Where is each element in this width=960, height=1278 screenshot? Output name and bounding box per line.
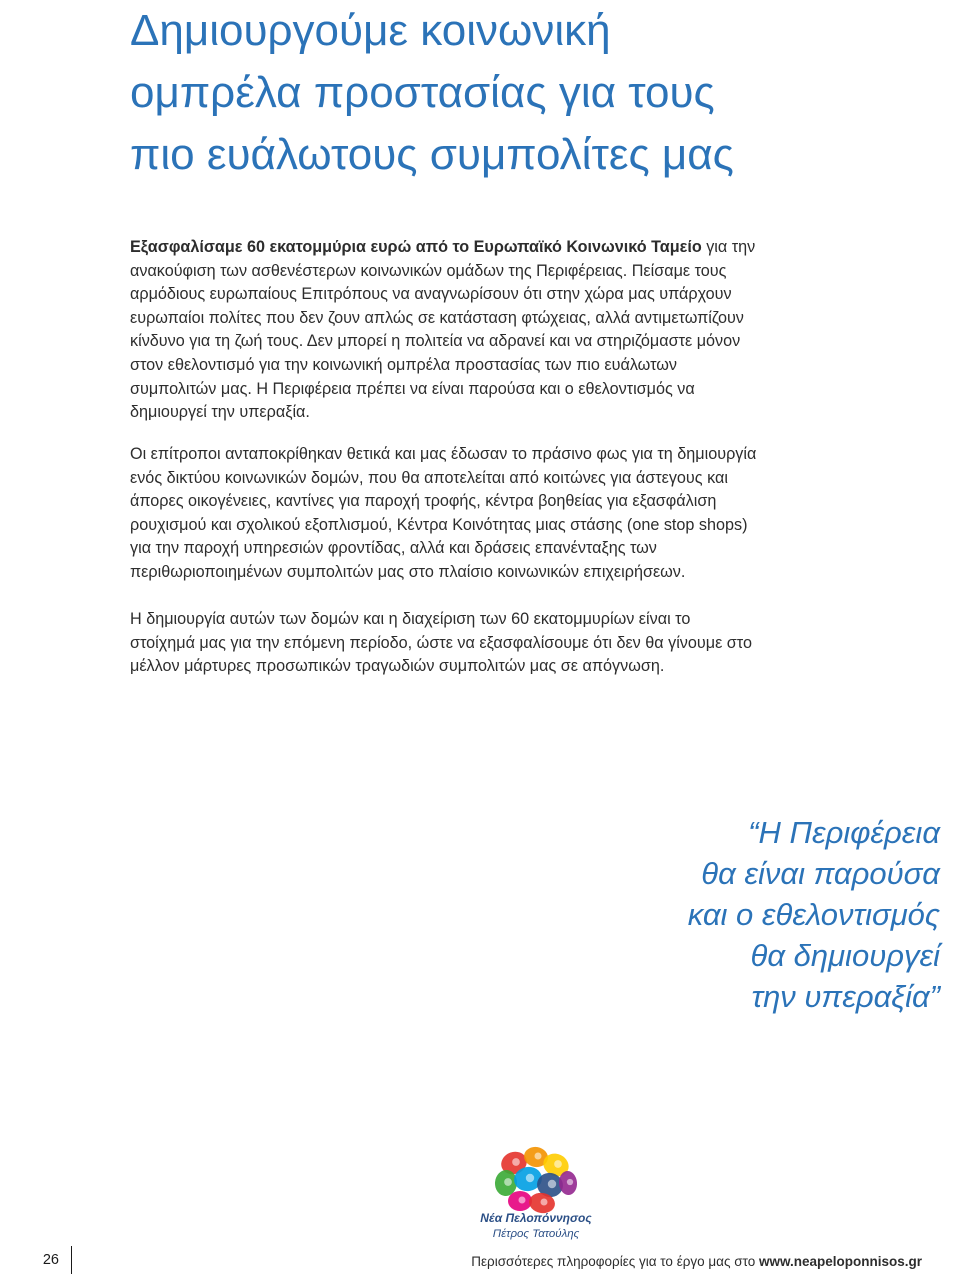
logo-brand-name: Νέα Πελοπόννησος (480, 1211, 592, 1225)
bold-lead-text: Εξασφαλίσαμε 60 εκατομμύρια ευρώ από το Ευρωπαϊκό Κοινωνικό Ταμείο (130, 238, 702, 256)
paragraph-line: Οι επίτροποι ανταποκρίθηκαν θετικά και μας έδωσαν το πράσινο φως για τη δημιουργία (130, 445, 757, 463)
paragraph-line: μέλλον μάρτυρες προσωπικών τραγωδιών συμπολιτών μας σε απόγνωση. (130, 657, 665, 676)
paragraph-line: αρμόδιους ευρωπαίους Επιτρόπους να αναγνωρίσουν ότι στην χώρα μας υπάρχουν (130, 285, 732, 304)
quote-line: θα δημιουργεί (750, 938, 940, 973)
paragraph-line: Η δημιουργία αυτών των δομών και η διαχείριση των 60 εκατομμυρίων είναι το (130, 610, 691, 628)
logo-blob-highlight (548, 1180, 556, 1188)
logo-blob-highlight (519, 1197, 526, 1204)
paragraph-line: κίνδυνο για τη ζωή τους. Δεν μπορεί η πολιτεία να αδρανεί και να στηριζόμαστε μόνον (130, 332, 741, 351)
nea-peloponnisos-logo (476, 1135, 596, 1245)
paragraph-line: δημιουργεί την υπεραξία. (130, 403, 310, 422)
footer-info (471, 1252, 922, 1272)
paragraph-line: ρουχισμού και σχολικού εξοπλισμού, Κέντρα Κοινότητας μιας στάσης (one stop shops) (130, 515, 748, 534)
logo-blob-highlight (541, 1199, 548, 1206)
footer-label: Περισσότερες πληροφορίες για το έργο μας στο (471, 1254, 759, 1269)
paragraph-line: για την παροχή υπηρεσιών φροντίδας, αλλά και δράσεις επανένταξης των (130, 539, 657, 558)
paragraph-line: άπορες οικογένειες, καντίνες για παροχή τροφής, κέντρα βοηθείας για εξασφάλιση (130, 492, 717, 511)
logo-blob-highlight (554, 1160, 562, 1168)
paragraph-line: στον εθελοντισμό για την κοινωνική ομπρέλα προστασίας των πιο ευάλωτων (130, 355, 677, 374)
commissioners-paragraph (130, 443, 942, 585)
logo-blob-highlight (512, 1158, 520, 1166)
quote-line: θα είναι παρούσα (701, 856, 940, 891)
logo-blob-highlight (526, 1174, 534, 1182)
paragraph-line: ενός δικτύου κοινωνικών δομών, που θα αποτελείται από κοιτώνες για άστεγους και (130, 468, 728, 487)
logo-person-name: Πέτρος Τατούλης (492, 1228, 580, 1240)
page-number: 26 (0, 1246, 72, 1274)
paragraph-line: περιθωριοποιημένων συμπολιτών μας στο πλαίσιο κοινωνικών επιχειρήσεων. (130, 562, 686, 581)
title-line-1: Δημιουργούμε κοινωνική (130, 6, 611, 55)
paragraph-line: ευρωπαίοι πολίτες που δεν ζουν απλώς σε κατάσταση φτώχειας, αλλά αντιμετωπίζουν (130, 308, 744, 327)
logo-blob-highlight (567, 1179, 573, 1185)
footer-url-link[interactable]: www.neapeloponnisos.gr (758, 1254, 922, 1269)
lead-line-rest: για την (701, 238, 756, 256)
pull-quote (520, 812, 940, 1017)
title-line-3: πιο ευάλωτους συμπολίτες μας (130, 130, 734, 179)
closing-paragraph (130, 608, 942, 679)
intro-paragraph (130, 236, 942, 425)
quote-line: την υπεραξία” (751, 979, 940, 1014)
paragraph-line (130, 236, 942, 260)
logo-blob-highlight (504, 1178, 512, 1186)
paragraph-line: συμπολιτών μας. Η Περιφέρεια πρέπει να είναι παρούσα και ο εθελοντισμός να (130, 379, 695, 398)
logo-blob-highlight (535, 1153, 542, 1160)
page-title (130, 0, 950, 186)
paragraph-line: στοίχημά μας για την επόμενη περίοδο, ώστε να εξασφαλίσουμε ότι δεν θα γίνουμε στο (130, 633, 752, 652)
quote-line: και ο εθελοντισμός (687, 897, 940, 932)
title-line-2: ομπρέλα προστασίας για τους (130, 68, 715, 117)
paragraph-line: ανακούφιση των ασθενέστερων κοινωνικών ομάδων της Περιφέρειας. Πείσαμε τους (130, 261, 727, 280)
quote-line: “Η Περιφέρεια (748, 815, 940, 850)
logo-mark-icon (490, 1145, 582, 1217)
